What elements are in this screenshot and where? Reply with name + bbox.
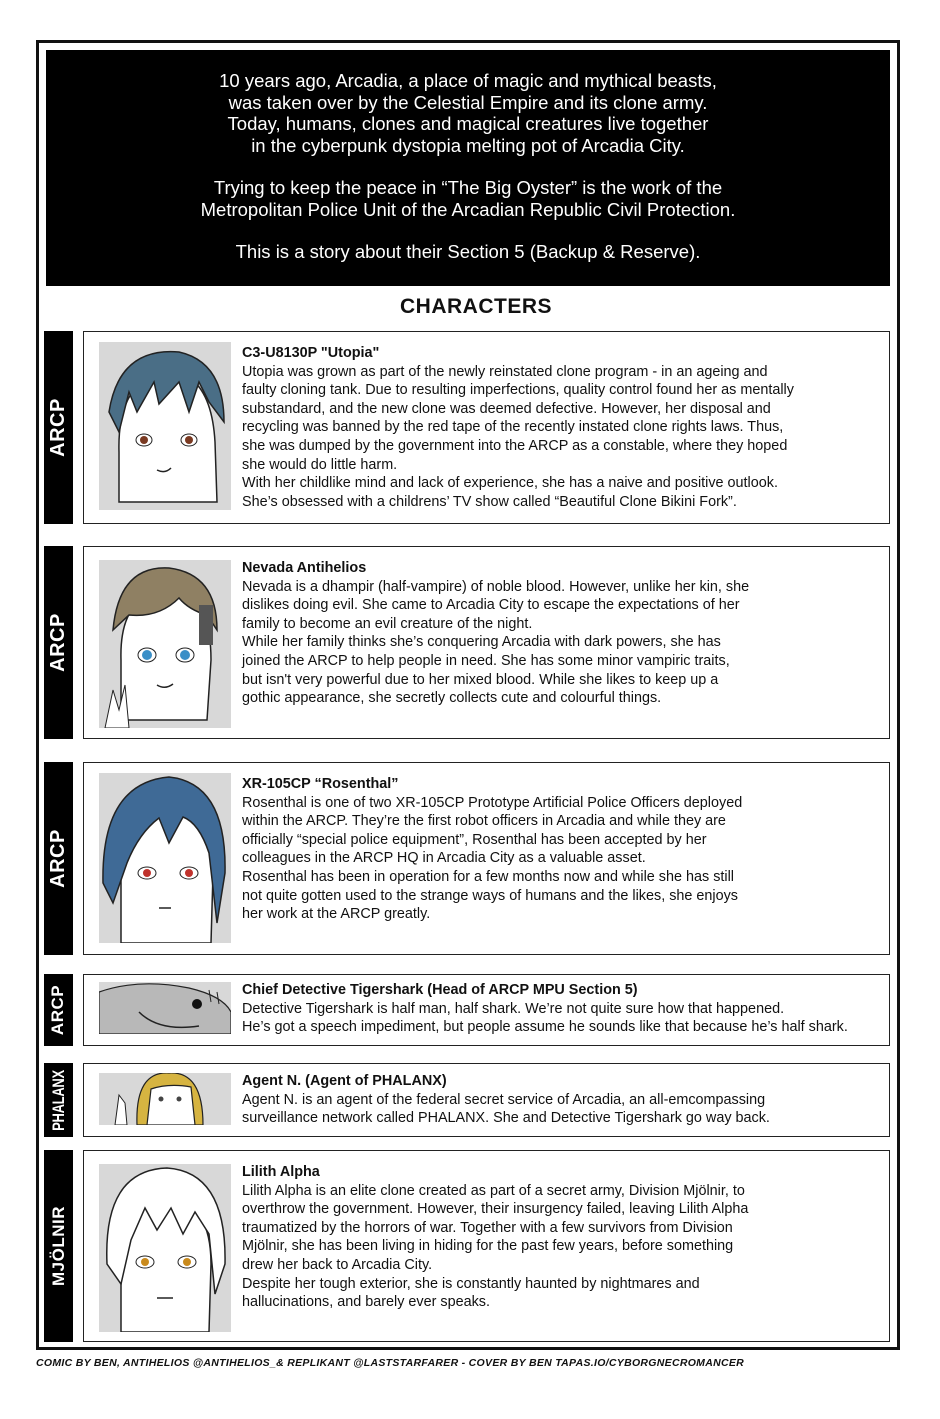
character-card-utopia bbox=[83, 331, 890, 524]
character-name: XR-105CP “Rosenthal” bbox=[242, 776, 399, 792]
character-name: C3-U8130P "Utopia" bbox=[242, 345, 380, 361]
character-description: Rosenthal is one of two XR-105CP Prototype Artificial Police Officers deployed within the ARCP. They’re the first robot officers in Arcadia and while they are officially “special police equipment”, Rosenthal has been accepted by her colleagues in the ARCP HQ in Arcadia City as a valuable asset. Rosenthal has been in operation for a few months now and while she has still not quite gotten used to the strange ways of humans and the likes, she enjoys her work at the ARCP greatly. bbox=[242, 794, 743, 923]
affiliation-tag: MJÖLNIR bbox=[44, 1150, 73, 1342]
affiliation-tag: ARCP bbox=[44, 762, 73, 955]
character-card-tigershark bbox=[83, 974, 890, 1046]
credits-footer: COMIC BY BEN, ANTIHELIOS @ANTIHELIOS_& REPLIKANT @LASTSTARFARER - COVER BY BEN TAPAS.IO/CYBORGNECROMANCER bbox=[36, 1357, 745, 1369]
character-description: Agent N. is an agent of the federal secret service of Arcadia, an all-emcompassing surveillance network called PHALANX. She and Detective Tigershark go way back. bbox=[242, 1091, 770, 1127]
intro-paragraph: 10 years ago, Arcadia, a place of magic and mythical beasts, was taken over by the Celestial Empire and its clone army. Today, humans, clones and magical creatures live together in the cyberpunk dystopia melting pot of Arcadia City. bbox=[219, 70, 717, 156]
affiliation-tag: ARCP bbox=[44, 546, 73, 739]
character-description: Utopia was grown as part of the newly reinstated clone program - in an ageing and faulty cloning tank. Due to resulting imperfections, quality control found her as mentally substandard, and the new clone was deemed defective. However, her disposal and recycling was banned by the red tape of the recently instated clone rights laws. Thus, she was dumped by the government into the ARCP as a constable, where they hoped she would do little harm. With her childlike mind and lack of experience, she has a naive and positive outlook. She’s obsessed with a childrens’ TV show called “Beautiful Clone Bikini Fork”. bbox=[242, 363, 794, 510]
character-name: Lilith Alpha bbox=[242, 1164, 320, 1180]
intro-box bbox=[46, 50, 890, 286]
intro-paragraph: Trying to keep the peace in “The Big Oyster” is the work of the Metropolitan Police Unit of the Arcadian Republic Civil Protection. bbox=[200, 177, 736, 220]
portrait-lilith-alpha bbox=[99, 1164, 231, 1332]
character-card-lilith-alpha bbox=[83, 1150, 890, 1342]
character-name: Nevada Antihelios bbox=[242, 560, 367, 576]
portrait-agent-n bbox=[99, 1073, 231, 1125]
characters-heading: CHARACTERS bbox=[400, 295, 552, 318]
affiliation-tag: ARCP bbox=[44, 974, 73, 1046]
intro-paragraph: This is a story about their Section 5 (Backup & Reserve). bbox=[235, 241, 701, 262]
character-name: Chief Detective Tigershark (Head of ARCP MPU Section 5) bbox=[242, 982, 638, 998]
portrait-rosenthal bbox=[99, 773, 231, 943]
character-card-agent-n bbox=[83, 1063, 890, 1137]
character-description: Lilith Alpha is an elite clone created as part of a secret army, Division Mjölnir, to overthrow the government. However, their insurgency failed, leaving Lilith Alpha traumatized by the horrors of war. Together with a few survivors from Division Mjölnir, she has been living in hiding for the past few years, before something drew her back to Arcadia City. Despite her tough exterior, she is constantly haunted by nightmares and hallucinations, and barely ever speaks. bbox=[242, 1182, 749, 1311]
character-card-rosenthal bbox=[83, 762, 890, 955]
affiliation-tag: ARCP bbox=[44, 331, 73, 524]
portrait-nevada bbox=[99, 560, 231, 728]
character-description: Detective Tigershark is half man, half shark. We’re not quite sure how that happened. He’s got a speech impediment, but people assume he sounds like that because he’s half shark. bbox=[242, 1000, 848, 1036]
portrait-tigershark bbox=[99, 982, 231, 1034]
affiliation-tag: PHALANX bbox=[44, 1063, 73, 1137]
character-name: Agent N. (Agent of PHALANX) bbox=[242, 1073, 447, 1089]
character-description: Nevada is a dhampir (half-vampire) of noble blood. However, unlike her kin, she dislikes doing evil. She came to Arcadia City to escape the expectations of her family to become an evil creature of the night. While her family thinks she’s conquering Arcadia with dark powers, she has joined the ARCP to help people in need. She has some minor vampiric traits, but isn't very powerful due to her mixed blood. While she likes to keep up a gothic appearance, she secretly collects cute and colourful things. bbox=[242, 578, 750, 707]
portrait-utopia bbox=[99, 342, 231, 510]
character-card-nevada bbox=[83, 546, 890, 739]
